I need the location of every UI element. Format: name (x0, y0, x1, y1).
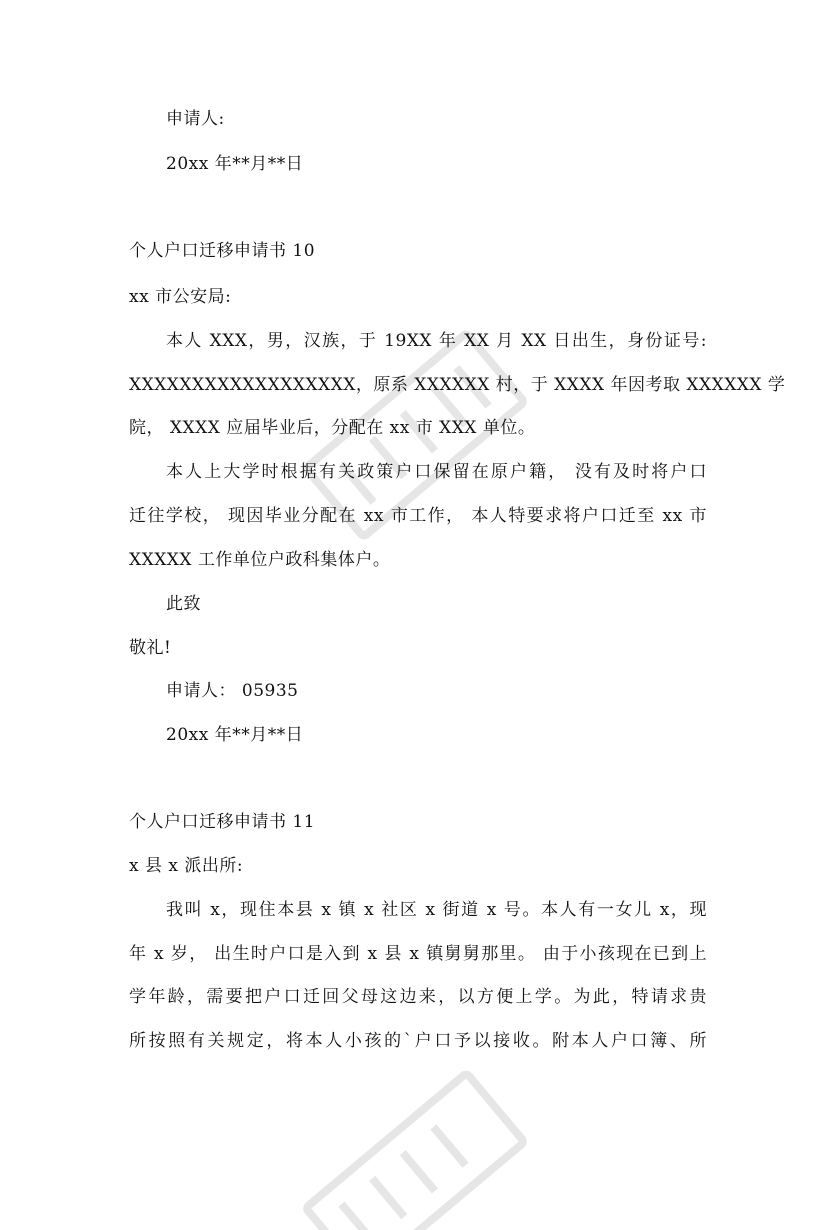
letter10-para2-line2: 迁往学校， 现因毕业分配在 xx 市工作， 本人特要求将户口迁至 xx 市 (129, 506, 707, 526)
letter10-closing1: 此致 (166, 594, 201, 614)
prev-date-line: 20xx 年**月**日 (166, 154, 304, 174)
letter10-para2-line1: 本人上大学时根据有关政策户口保留在原户籍， 没有及时将户口 (166, 462, 707, 482)
letter11-para1-line4: 所按照有关规定，将本人小孩的`户口予以接收。附本人户口簿、所 (129, 1031, 707, 1051)
letter10-para2-line3: XXXXX 工作单位户政科集体户。 (129, 550, 391, 570)
letter10-applicant: 申请人： 05935 (166, 681, 299, 701)
letter10-para1-line1: 本人 XXX，男，汉族，于 19XX 年 XX 月 XX 日出生，身份证号: (166, 331, 707, 351)
letter10-date: 20xx 年**月**日 (166, 725, 304, 745)
letter10-para1-line2: XXXXXXXXXXXXXXXXXX，原系 XXXXXX 村，于 XXXX 年因考取 XXXXXX 学 (129, 375, 786, 395)
letter10-closing2: 敬礼! (129, 638, 172, 658)
letter11-para1-line1: 我叫 x，现住本县 x 镇 x 社区 x 街道 x 号。本人有一女儿 x，现 (166, 900, 707, 920)
prev-applicant-line: 申请人: (166, 109, 225, 129)
letter11-para1-line3: 学年龄，需要把户口迁回父母这边来，以方便上学。为此，特请求贵 (129, 987, 707, 1007)
letter10-recipient: xx 市公安局: (129, 287, 232, 307)
letter11-para1-line2: 年 x 岁， 出生时户口是入到 x 县 x 镇舅舅那里。 由于小孩现在已到上 (129, 944, 707, 964)
letter10-para1-line3: 院， XXXX 应届毕业后，分配在 xx 市 XXX 单位。 (129, 418, 536, 438)
letter11-title: 个人户口迁移申请书 11 (129, 812, 316, 832)
letter11-recipient: x 县 x 派出所: (129, 856, 244, 876)
letter10-title: 个人户口迁移申请书 10 (129, 241, 316, 261)
